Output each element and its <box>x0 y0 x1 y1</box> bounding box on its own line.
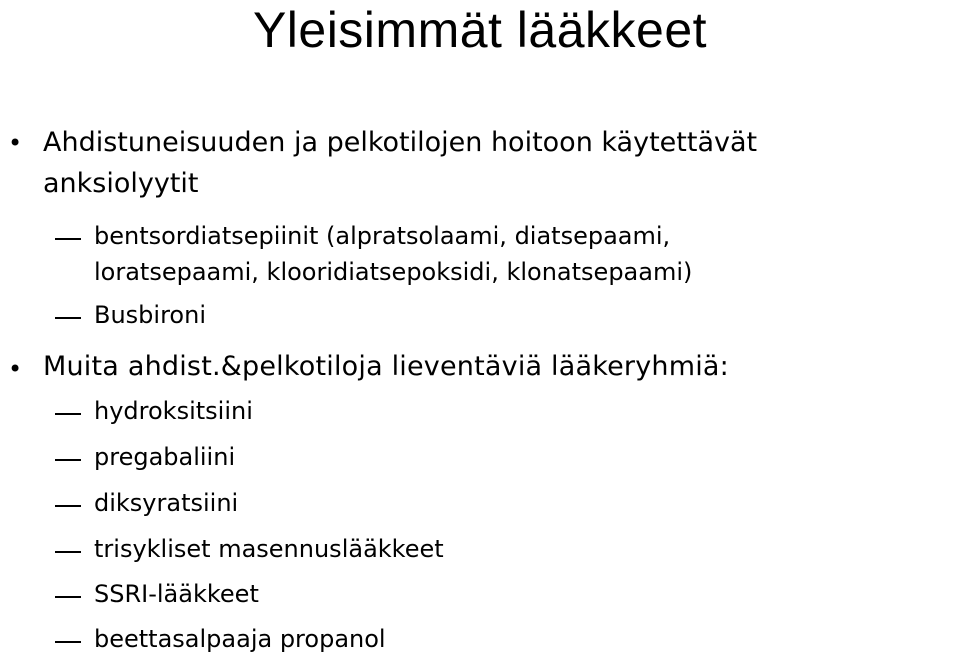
dash-icon <box>55 505 81 507</box>
list-item: diksyratsiini <box>94 489 239 517</box>
section-2-heading: Muita ahdist.&pelkotiloja lieventäviä lääkeryhmiä: <box>43 351 729 382</box>
list-item: hydroksitsiini <box>94 397 253 425</box>
list-item: SSRI-lääkkeet <box>94 580 259 608</box>
section-1-heading-line-2: anksiolyytit <box>43 168 199 199</box>
slide-title: Yleisimmät lääkkeet <box>252 2 708 58</box>
list-item: bentsordiatsepiinit (alpratsolaami, diatsepaami, <box>94 222 671 250</box>
dash-icon <box>55 596 81 598</box>
list-item: trisykliset masennuslääkkeet <box>94 535 444 563</box>
dash-icon <box>55 641 81 643</box>
dash-icon <box>55 317 81 319</box>
section-1-heading-line-1: Ahdistuneisuuden ja pelkotilojen hoitoon käytettävät <box>43 127 758 158</box>
list-item: pregabaliini <box>94 443 236 471</box>
list-item-continuation: loratsepaami, klooridiatsepoksidi, klonatsepaami) <box>94 258 693 286</box>
list-item: beettasalpaaja propanol <box>94 625 386 653</box>
bullet-icon: • <box>8 355 23 383</box>
list-item: Busbironi <box>94 301 206 329</box>
bullet-icon: • <box>8 129 23 157</box>
dash-icon <box>55 238 81 240</box>
dash-icon <box>55 413 81 415</box>
dash-icon <box>55 551 81 553</box>
dash-icon <box>55 459 81 461</box>
